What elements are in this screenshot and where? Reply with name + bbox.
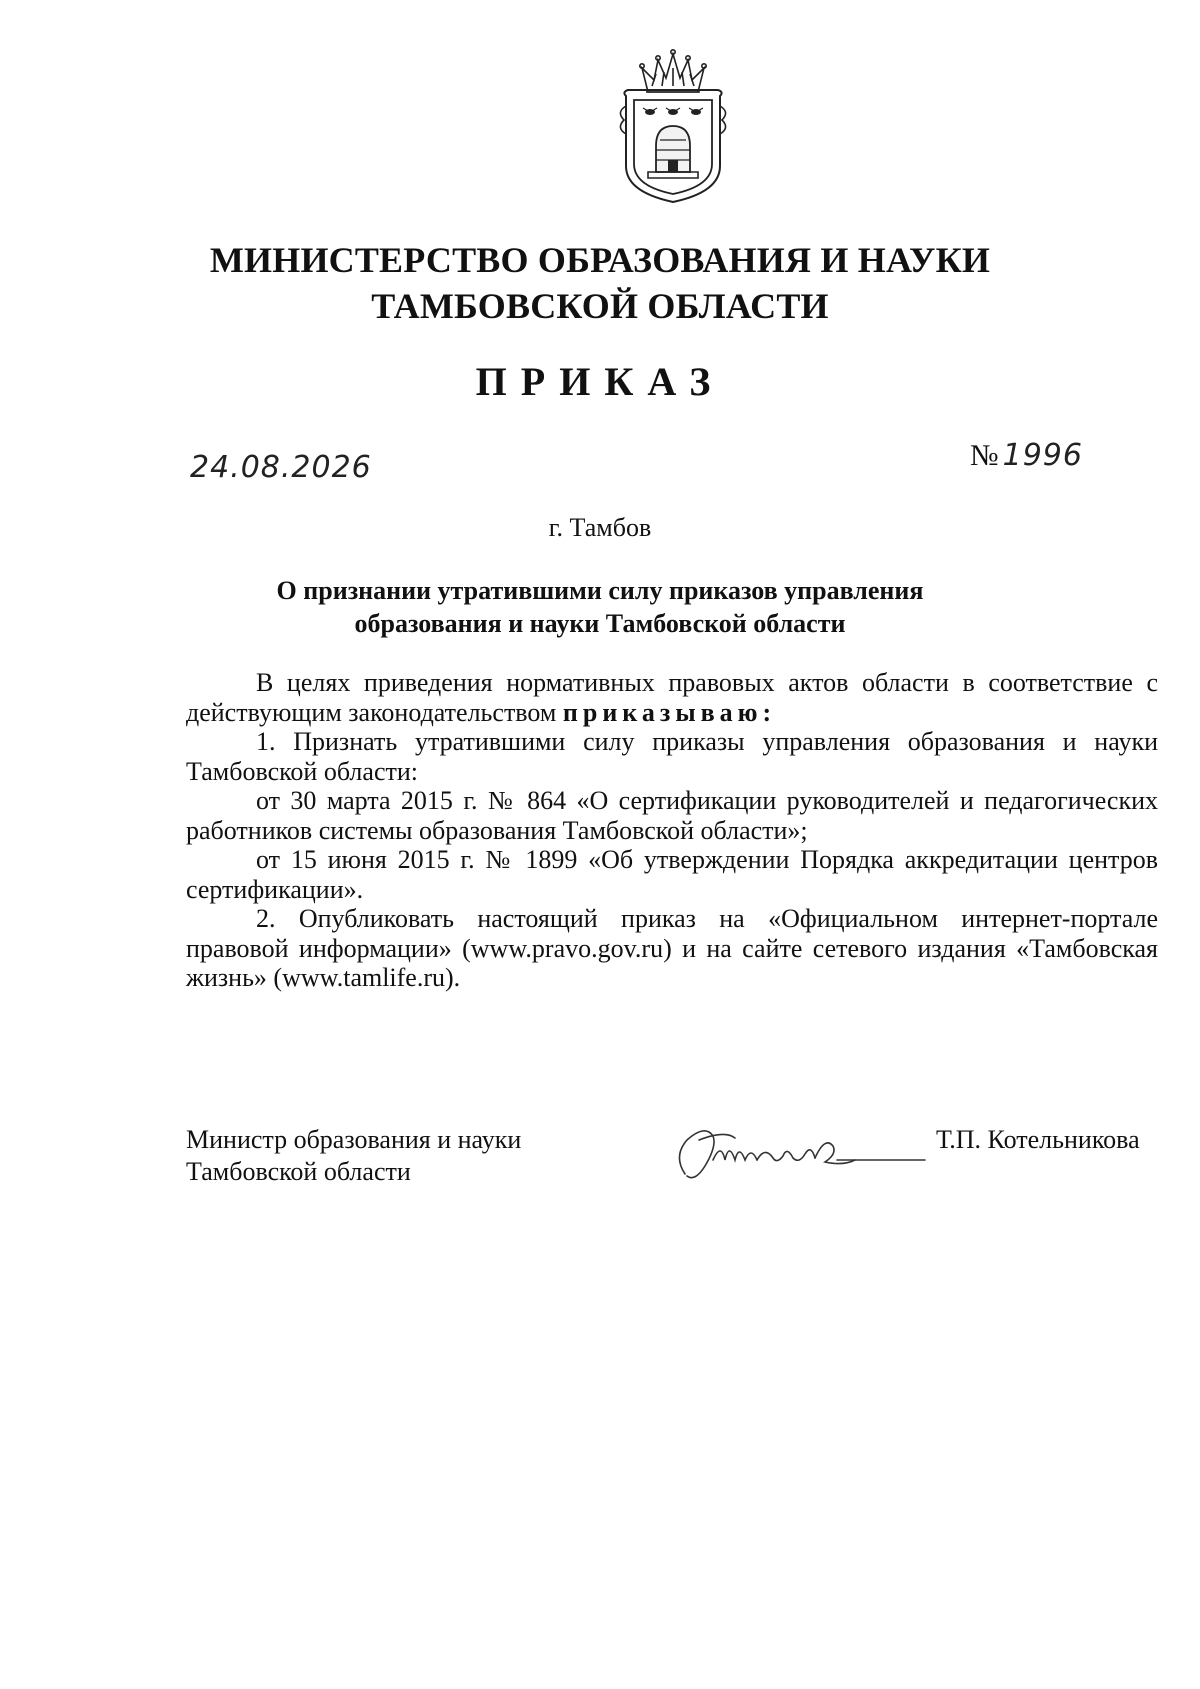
document-type: ПРИКАЗ bbox=[475, 359, 725, 404]
signatory-name: Т.П. Котельникова bbox=[936, 1125, 1140, 1154]
ministry-title bbox=[180, 237, 1020, 329]
document-number bbox=[970, 438, 1083, 473]
preamble bbox=[186, 668, 1158, 727]
item-1-sub-1: от 30 марта 2015 г. № 864 «О сертификации руководителей и педагогических работников системы образования Тамбовской области»; bbox=[186, 786, 1158, 845]
number-value: 1996 bbox=[1002, 438, 1083, 473]
item-1: 1. Признать утратившими силу приказы управления образования и науки Тамбовской области: bbox=[186, 727, 1158, 786]
preamble-text: В целях приведения нормативных правовых актов области в соответствие с действующим законодательством bbox=[186, 668, 1158, 727]
item-2: 2. Опубликовать настоящий приказ на «Официальном интернет-портале правовой информации» (www.pravo.gov.ru) и на сайте сетевого издания «Тамбовская жизнь» (www.tamlife.ru). bbox=[186, 904, 1158, 992]
document-body bbox=[186, 668, 1158, 993]
item-1-sub-2: от 15 июня 2015 г. № 1899 «Об утверждении Порядка аккредитации центров сертификации». bbox=[186, 845, 1158, 904]
ministry-title-line1: МИНИСТЕРСТВО ОБРАЗОВАНИЯ И НАУКИ bbox=[209, 240, 991, 280]
number-sign: № bbox=[970, 439, 999, 472]
signatory-title-line2: Тамбовской области bbox=[186, 1157, 411, 1186]
signatory-title bbox=[186, 1124, 521, 1188]
document-subject: О признании утратившими силу приказов управления образования и науки Тамбовской области bbox=[276, 576, 924, 638]
document-city: г. Тамбов bbox=[548, 513, 652, 542]
document-date: 24.08.2026 bbox=[190, 450, 372, 485]
coat-of-arms-icon bbox=[612, 46, 734, 206]
handwritten-signature bbox=[665, 1116, 935, 1196]
signatory-title-line1: Министр образования и науки bbox=[186, 1125, 522, 1154]
ministry-title-line2: ТАМБОВСКОЙ ОБЛАСТИ bbox=[371, 286, 829, 326]
order-word: приказываю: bbox=[562, 697, 777, 727]
